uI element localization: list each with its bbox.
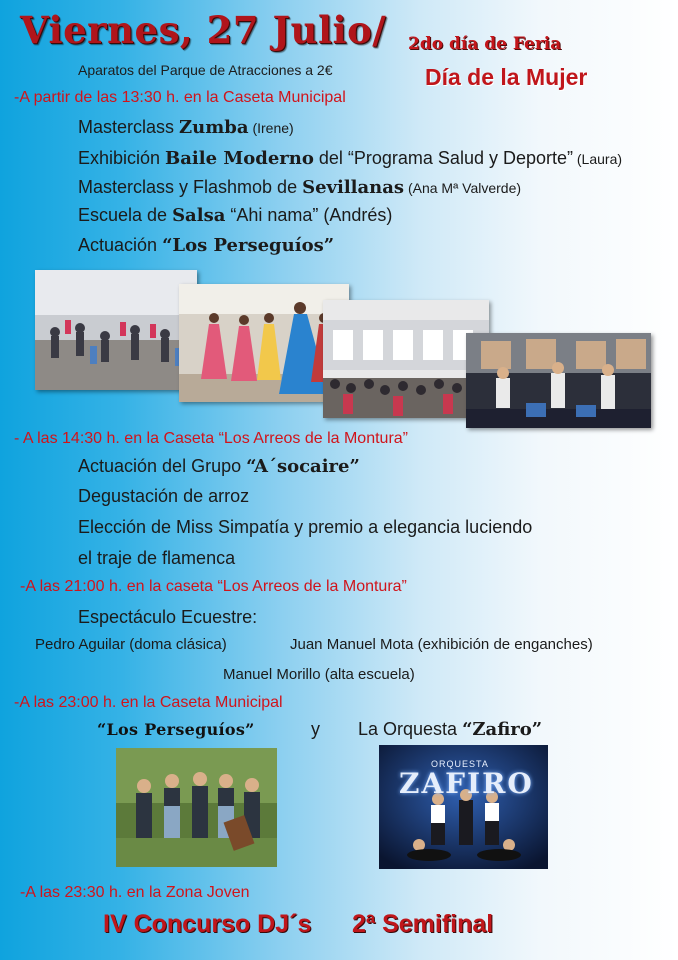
activity-zumba [78, 117, 294, 138]
activity-name: Baile Moderno [165, 148, 314, 169]
miss-simpatia-line2: el traje de flamenca [78, 548, 236, 568]
activity-pre: Actuación [78, 235, 163, 255]
schedule-2100: -A las 21:00 h. en la caseta “Los Arreos de la Montura” [20, 578, 407, 595]
poster-big-label: ZAFIRO [399, 767, 534, 800]
orchestra-pre: La Orquesta [358, 719, 463, 739]
band-stage-photo [466, 333, 651, 428]
rice-tasting: Degustación de arroz [78, 486, 250, 506]
zafiro-poster [379, 745, 548, 869]
rides-note: Aparatos del Parque de Atracciones a 2€ [78, 62, 333, 78]
activity-pre: Escuela de [78, 205, 173, 225]
activity-baile-moderno [78, 148, 622, 169]
activity-sevillanas [78, 177, 521, 198]
schedule-1330: -A partir de las 13:30 h. en la Caseta Municipal [14, 89, 346, 106]
band-perseguios: “Los Perseguíos” [97, 720, 255, 739]
conjunction: y [311, 719, 320, 739]
poster-small-label: ORQUESTA [431, 759, 489, 769]
activity-mid: “Ahi nama” (Andrés) [225, 205, 393, 225]
semifinal-label: 2ª Semifinal [352, 910, 494, 938]
orchestra-name: “Zafiro” [462, 719, 543, 740]
schedule-2300: -A las 23:00 h. en la Caseta Municipal [14, 694, 283, 711]
rider-pedro-aguilar: Pedro Aguilar (doma clásica) [35, 636, 227, 653]
activity-instructor: (Laura) [573, 151, 623, 167]
schedule-2330: -A las 23:30 h. en la Zona Joven [20, 884, 250, 901]
activity-perseguios [78, 235, 334, 256]
feria-day-label: 2do día de Feria [408, 34, 562, 54]
schedule-1430: - A las 14:30 h. en la Caseta “Los Arreos de la Montura” [14, 430, 408, 447]
dj-contest: IV Concurso DJ´s [103, 910, 312, 938]
activity-pre: Masterclass [78, 117, 180, 137]
miss-simpatia-line1: Elección de Miss Simpatía y premio a elegancia luciendo [78, 517, 533, 537]
activity-asocaire [78, 456, 360, 477]
activity-name: Zumba [179, 117, 249, 138]
page-title: Viernes, 27 Julio/ [20, 8, 387, 52]
rider-juan-manuel-mota: Juan Manuel Mota (exhibición de enganches) [290, 636, 593, 653]
activity-name: “A´socaire” [246, 456, 360, 477]
equestrian-title: Espectáculo Ecuestre: [78, 607, 258, 627]
activity-pre: Actuación del Grupo [78, 456, 247, 476]
activity-instructor: (Ana Mª Valverde) [404, 180, 522, 196]
rider-manuel-morillo: Manuel Morillo (alta escuela) [223, 666, 415, 683]
activity-mid: del “Programa Salud y Deporte” [313, 148, 573, 168]
orchestra-zafiro [358, 719, 542, 740]
activity-instructor: (Irene) [248, 120, 294, 136]
activity-name: “Los Perseguíos” [162, 235, 335, 256]
activity-salsa [78, 205, 392, 226]
theme-label: Día de la Mujer [425, 64, 588, 90]
activity-name: Sevillanas [302, 177, 405, 198]
zumba-photo [35, 270, 197, 390]
perseguios-photo [116, 748, 277, 867]
activity-name: Salsa [172, 205, 226, 226]
activity-pre: Exhibición [78, 148, 166, 168]
audience-photo [323, 300, 489, 418]
activity-pre: Masterclass y Flashmob de [78, 177, 303, 197]
